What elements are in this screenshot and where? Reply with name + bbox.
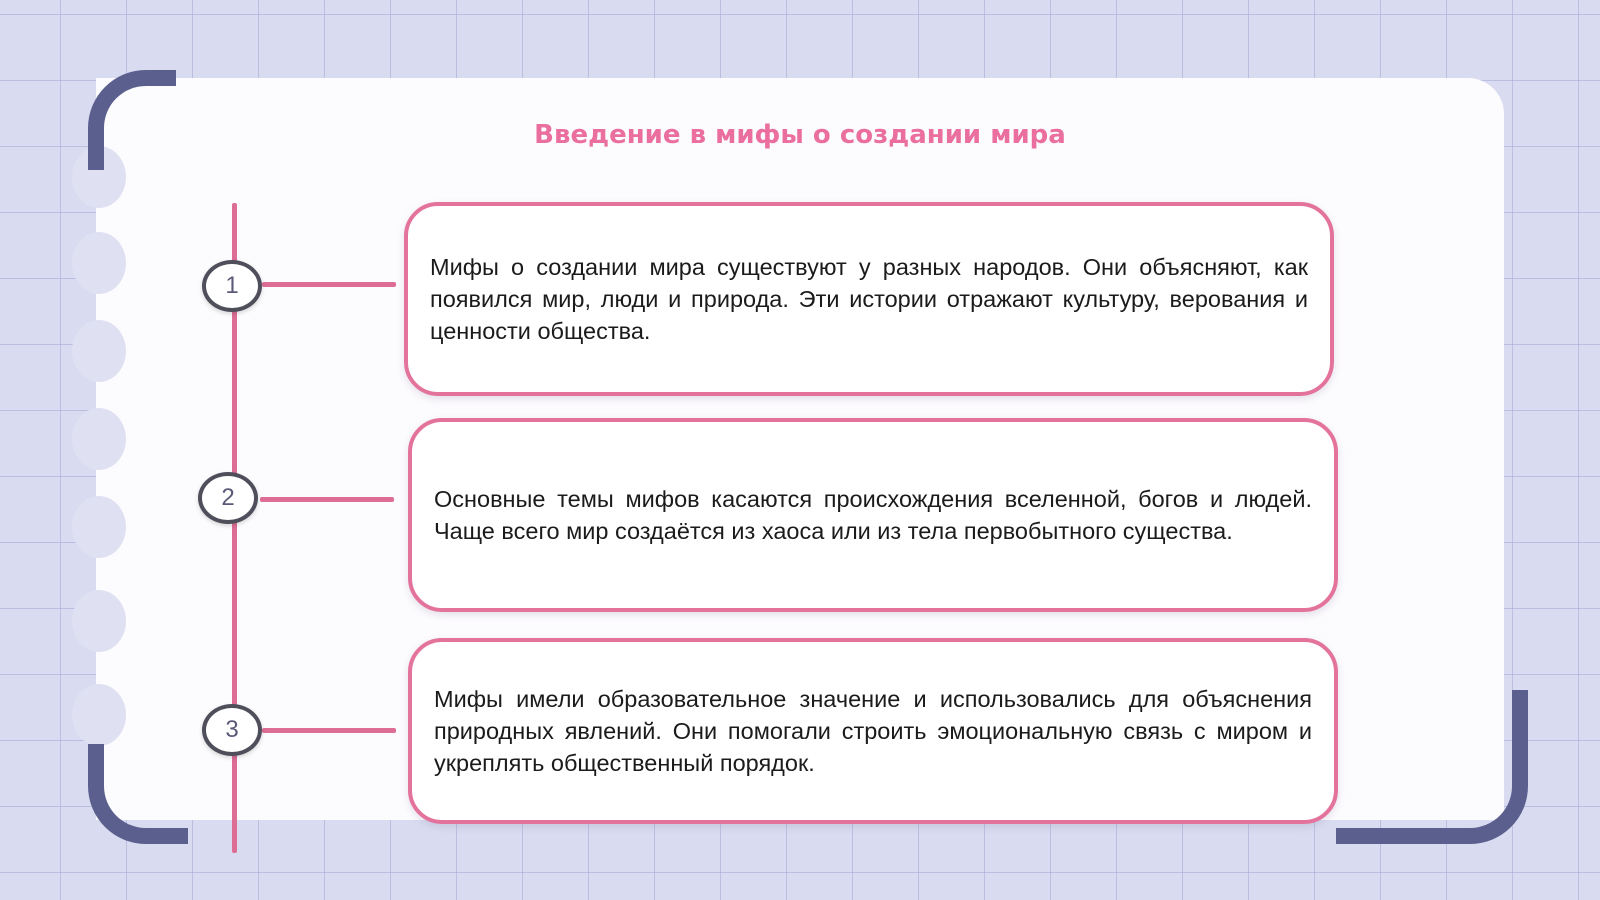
- timeline-card-1: [404, 202, 1334, 396]
- corner-bracket-bottom-right: [1336, 690, 1528, 844]
- card-text: Основные темы мифов касаются происхождения вселенной, богов и людей. Чаще всего мир создаётся из хаоса или из тела первобытного существа.: [434, 486, 1312, 544]
- paper-scallop: [72, 496, 126, 558]
- paper-scallop: [72, 408, 126, 470]
- timeline-connector: [262, 728, 396, 733]
- corner-bracket-bottom-left: [88, 744, 188, 844]
- step-number-3: 3: [202, 704, 262, 756]
- paper-scallop: [72, 232, 126, 294]
- paper-scallop: [72, 320, 126, 382]
- timeline-connector: [262, 282, 396, 287]
- step-number-2: 2: [198, 472, 258, 524]
- card-text: Мифы о создании мира существуют у разных народов. Они объясняют, как появился мир, люди и природа. Эти истории отражают культуру, верования и ценности общества.: [430, 254, 1308, 344]
- slide-title: Введение в мифы о создании мира: [534, 120, 1066, 150]
- paper-scallop: [72, 684, 126, 746]
- card-text: Мифы имели образовательное значение и использовались для объяснения природных явлений. Они помогали строить эмоциональную связь с миром и укреплять общественный порядок.: [434, 686, 1312, 776]
- paper-scallop: [72, 590, 126, 652]
- timeline-card-2: [408, 418, 1338, 612]
- timeline-card-3: [408, 638, 1338, 824]
- step-number-1: 1: [202, 260, 262, 312]
- timeline-connector: [260, 497, 394, 502]
